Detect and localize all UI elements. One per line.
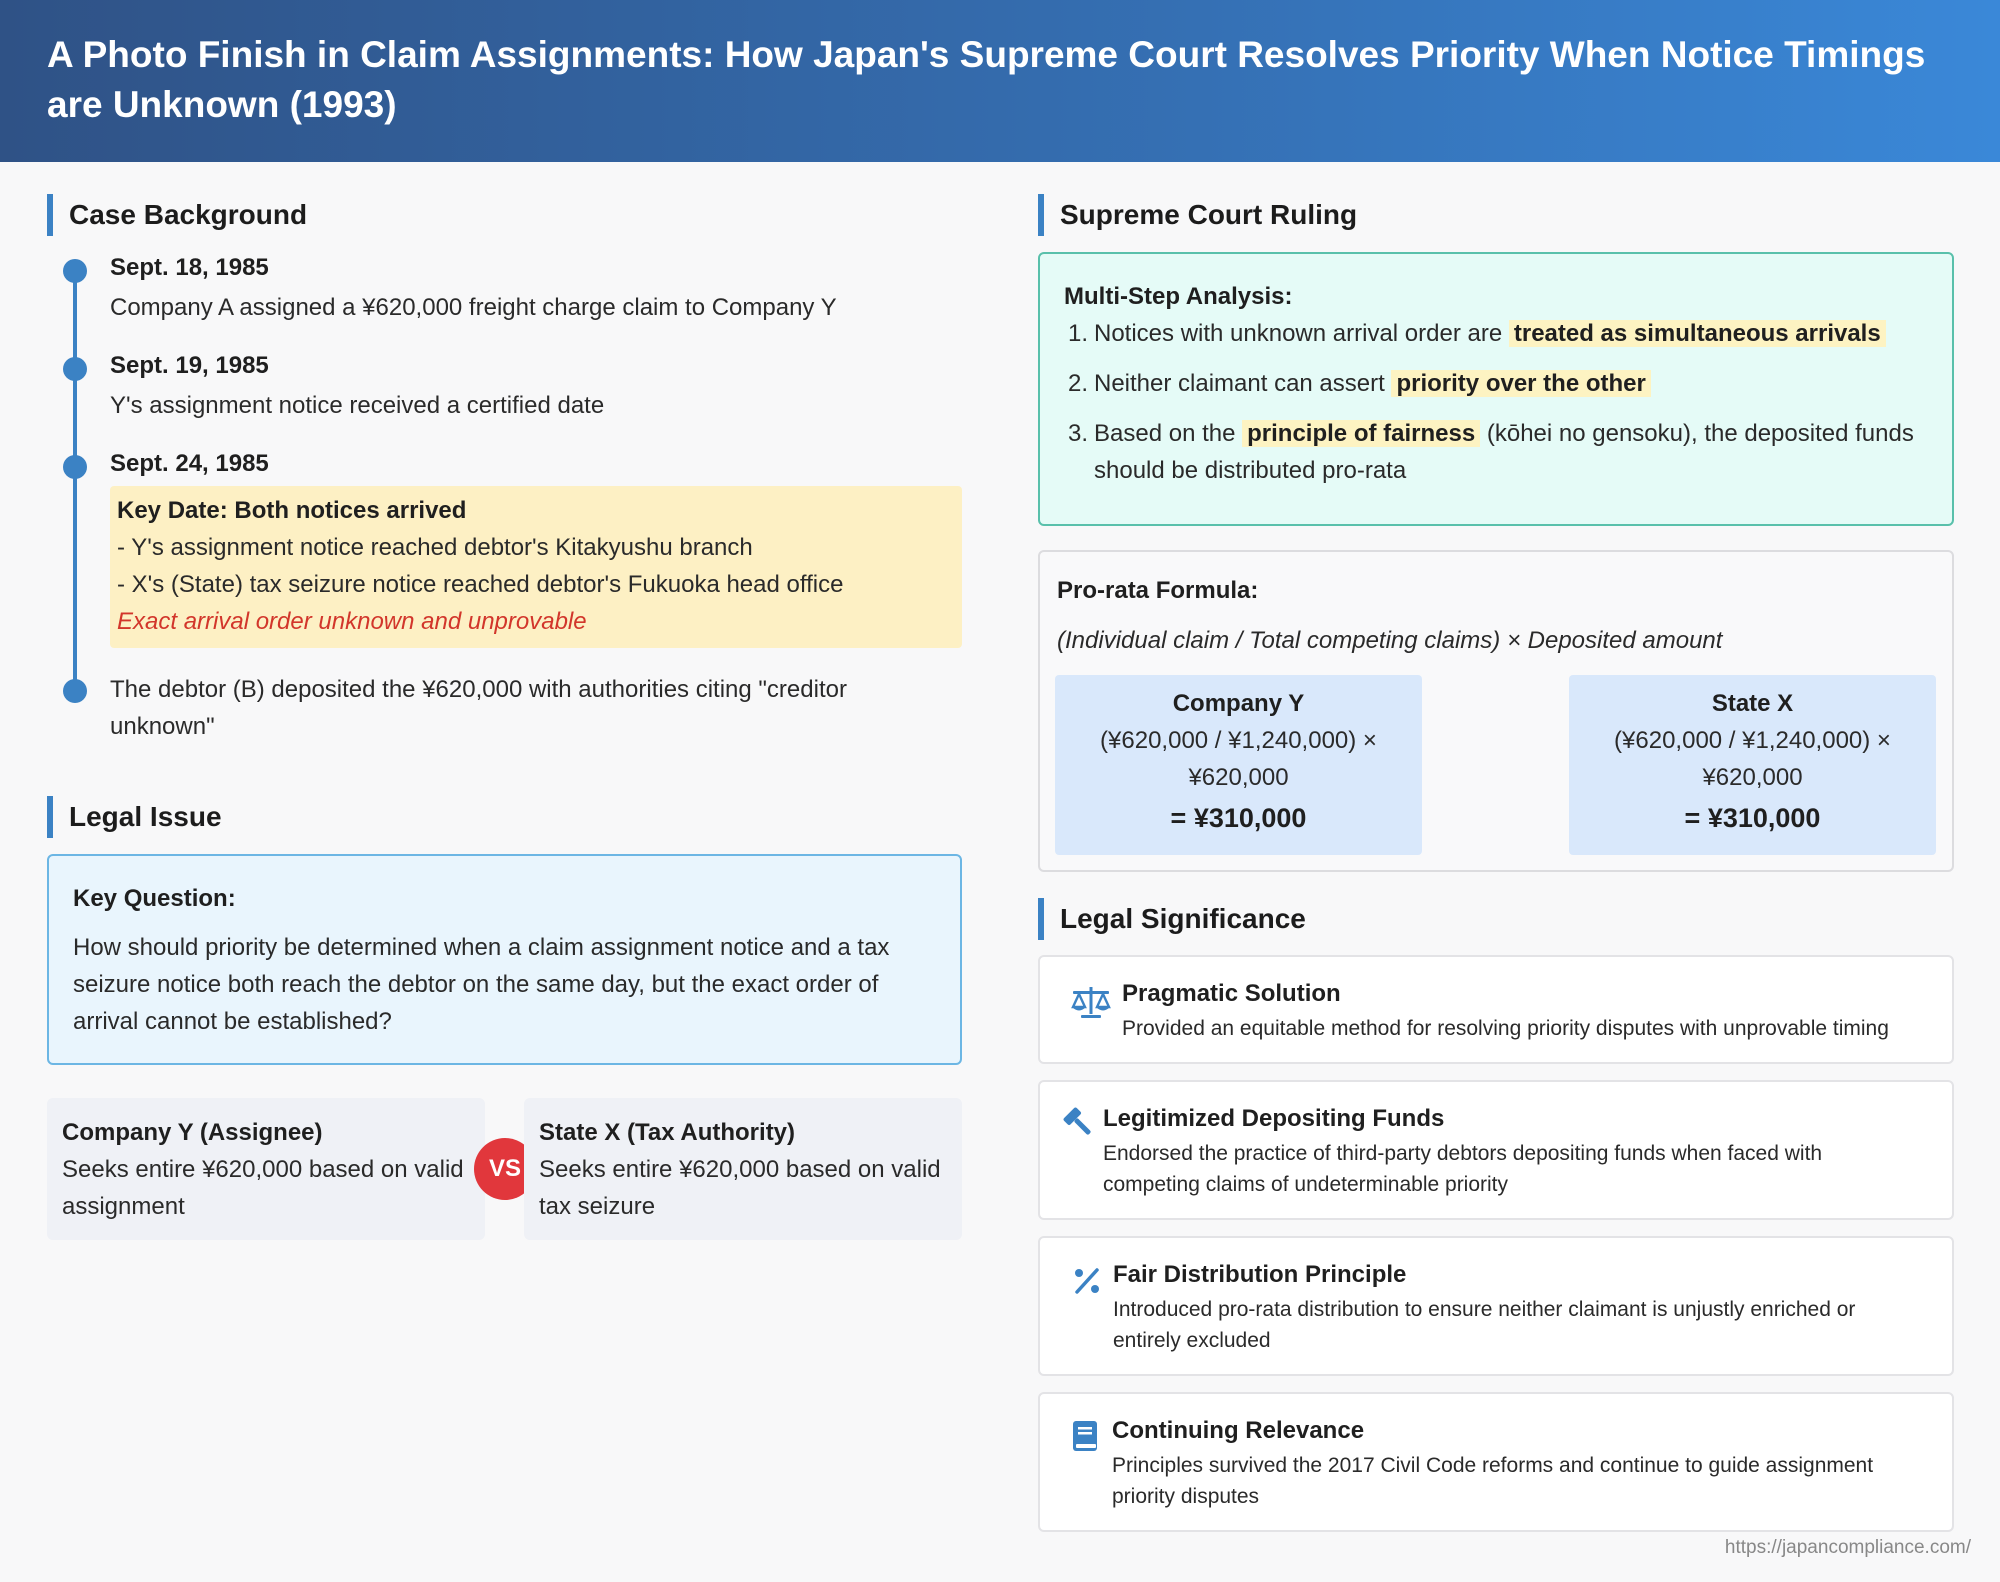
analysis-title: Multi-Step Analysis: — [1064, 283, 1293, 310]
key-question-box — [47, 854, 962, 1065]
significance-text: Provided an equitable method for resolving priority disputes with unprovable timing — [1122, 1017, 1889, 1040]
formula-title: Pro-rata Formula: — [1057, 577, 1259, 604]
calc-card-state-x: State X (¥620,000 / ¥1,240,000) × ¥620,000 = ¥310,000 — [1569, 675, 1936, 855]
significance-card — [1038, 955, 1954, 1064]
timeline-dot — [63, 455, 87, 479]
party-text: Seeks entire ¥620,000 based on valid tax seizure — [539, 1156, 941, 1220]
timeline-date: Sept. 24, 1985 — [110, 450, 269, 477]
calc-card-company-y: Company Y (¥620,000 / ¥1,240,000) × ¥620,000 = ¥310,000 — [1055, 675, 1422, 855]
significance-text: Endorsed the practice of third-party debtors depositing funds when faced with competing claims of undeterminable priority — [1103, 1142, 1823, 1196]
analysis-steps — [1064, 315, 1928, 489]
gavel-icon — [1062, 1106, 1096, 1140]
vs-badge: VS — [474, 1138, 536, 1200]
formula-expression: (Individual claim / Total competing claims) × Deposited amount — [1057, 627, 1723, 654]
significance-card — [1038, 1392, 1954, 1532]
ruling-analysis-box — [1038, 252, 1954, 526]
timeline-line — [73, 270, 77, 690]
timeline-text: Company A assigned a ¥620,000 freight charge claim to Company Y — [110, 294, 837, 321]
key-date-alert: Exact arrival order unknown and unprovable — [117, 608, 587, 635]
timeline-dot — [63, 679, 87, 703]
calc-result: = ¥310,000 — [1170, 803, 1307, 833]
party-title: State X (Tax Authority) — [539, 1119, 796, 1146]
party-card-company-y — [47, 1098, 485, 1240]
significance-card — [1038, 1080, 1954, 1220]
highlight: principle of fairness — [1242, 420, 1480, 447]
legal-issue-heading: Legal Issue — [47, 796, 222, 838]
highlight: treated as simultaneous arrivals — [1509, 320, 1886, 347]
key-date-box — [110, 486, 962, 648]
significance-text: Introduced pro-rata distribution to ensure neither claimant is unjustly enriched or entirely excluded — [1113, 1298, 1856, 1352]
key-question-text: How should priority be determined when a claim assignment notice and a tax seizure notice both reach the debtor on the same day, but the exact order of arrival cannot be established? — [73, 934, 890, 1035]
ruling-heading: Supreme Court Ruling — [1038, 194, 1357, 236]
significance-title: Continuing Relevance — [1112, 1417, 1365, 1444]
timeline-text: The debtor (B) deposited the ¥620,000 with authorities citing "creditor unknown" — [110, 676, 847, 740]
analysis-step: 2. Neither claimant can assert priority over the other — [1064, 365, 1928, 402]
case-background-heading: Case Background — [47, 194, 307, 236]
timeline-date: Sept. 18, 1985 — [110, 254, 269, 281]
page-title: A Photo Finish in Claim Assignments: How Japan's Supreme Court Resolves Priority When Notice Timings are Unknown (1993) — [47, 34, 1926, 125]
timeline-dot — [63, 259, 87, 283]
timeline-date: Sept. 19, 1985 — [110, 352, 269, 379]
footer-url[interactable]: https://japancompliance.com/ — [1724, 1537, 1971, 1558]
analysis-step: 3. Based on the principle of fairness (kōhei no gensoku), the deposited funds should be distributed pro-rata — [1068, 420, 1914, 484]
key-question-title: Key Question: — [73, 885, 236, 912]
party-text: Seeks entire ¥620,000 based on valid assignment — [62, 1156, 464, 1220]
significance-title: Fair Distribution Principle — [1113, 1261, 1407, 1288]
scale-icon — [1070, 984, 1112, 1020]
book-icon — [1072, 1420, 1098, 1452]
highlight: priority over the other — [1391, 370, 1650, 397]
party-card-state-x — [524, 1098, 962, 1240]
significance-card — [1038, 1236, 1954, 1376]
significance-title: Pragmatic Solution — [1122, 980, 1341, 1007]
calc-result: = ¥310,000 — [1684, 803, 1821, 833]
significance-title: Legitimized Depositing Funds — [1103, 1105, 1445, 1132]
timeline-dot — [63, 357, 87, 381]
significance-heading: Legal Significance — [1038, 898, 1306, 940]
formula-box — [1038, 550, 1954, 872]
timeline-text: Y's assignment notice received a certified date — [110, 392, 605, 419]
key-date-line: - X's (State) tax seizure notice reached debtor's Fukuoka head office — [117, 571, 844, 598]
page-header — [0, 0, 2000, 162]
key-date-title: Key Date: Both notices arrived — [117, 497, 467, 524]
significance-text: Principles survived the 2017 Civil Code reforms and continue to guide assignment priority disputes — [1112, 1454, 1874, 1508]
analysis-step: 1. Notices with unknown arrival order are treated as simultaneous arrivals — [1064, 315, 1928, 352]
key-date-line: - Y's assignment notice reached debtor's Kitakyushu branch — [117, 534, 753, 561]
percent-icon — [1072, 1266, 1102, 1296]
party-title: Company Y (Assignee) — [62, 1119, 323, 1146]
